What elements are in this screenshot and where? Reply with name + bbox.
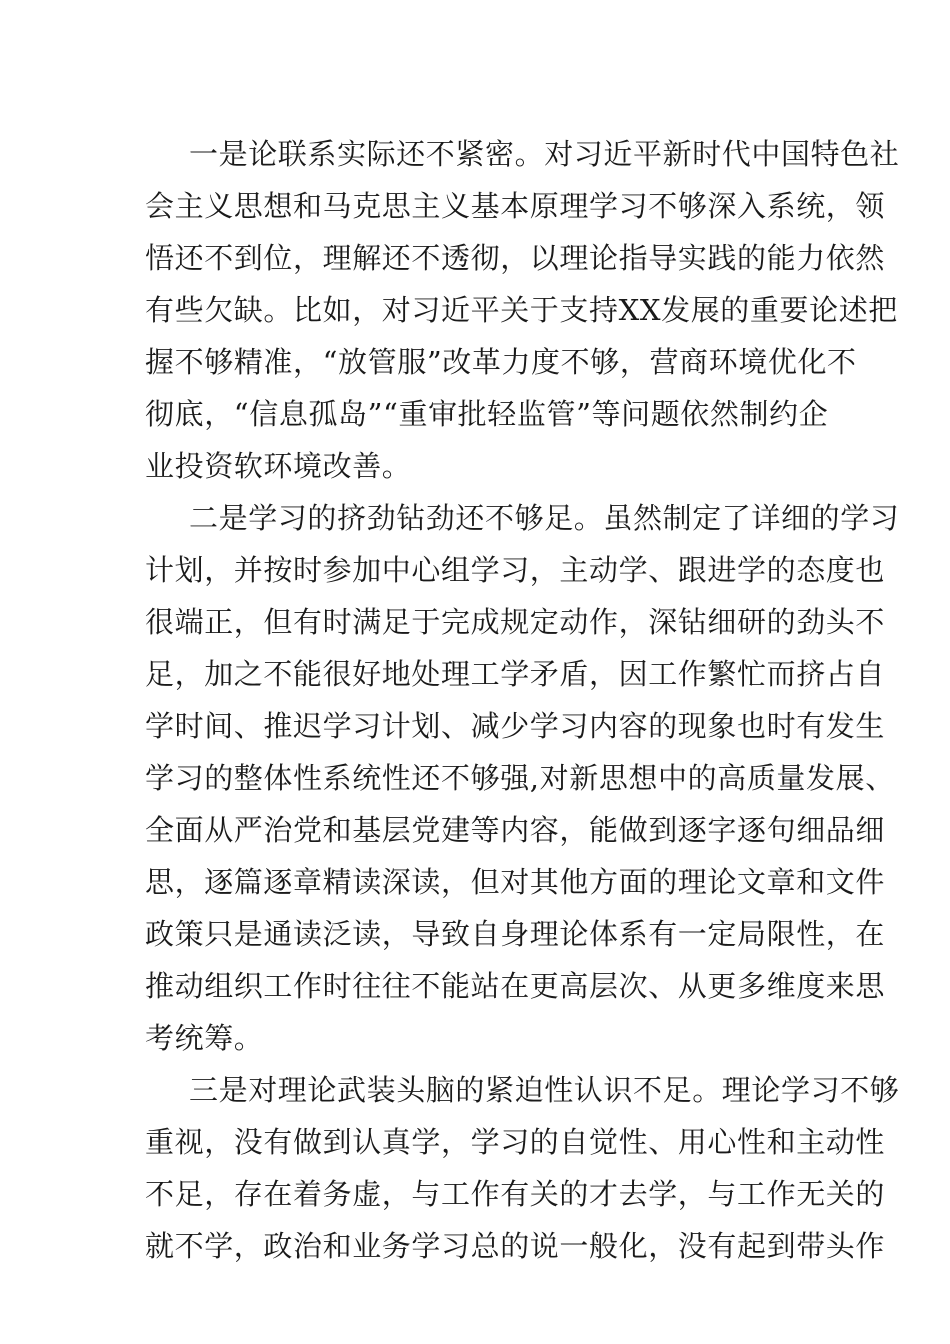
text-line: 政策只是通读泛读，导致自身理论体系有一定局限性，在 [145,917,886,951]
text-line: 会主义思想和马克思主义基本原理学习不够深入系统，领 [145,189,886,223]
text-line: 学习的整体性系统性还不够强,对新思想中的高质量发展、 [145,761,895,795]
text-line: 很端正，但有时满足于完成规定动作，深钻细研的劲头不 [145,605,886,639]
text-line: 就不学，政治和业务学习总的说一般化，没有起到带头作 [145,1229,886,1263]
text-line: 三是对理论武装头脑的紧迫性认识不足。理论学习不够 [189,1073,900,1107]
paragraph-1 [145,128,900,492]
text-line: 二是学习的挤劲钻劲还不够足。虽然制定了详细的学习 [189,501,900,535]
text-line: 重视，没有做到认真学，学习的自觉性、用心性和主动性 [145,1125,886,1159]
text-line: 彻底，“信息孤岛”“重审批轻监管”等问题依然制约企 [145,397,829,431]
text-line: 不足，存在着务虚，与工作有关的才去学，与工作无关的 [145,1177,886,1211]
text-line: 推动组织工作时往往不能站在更高层次、从更多维度来思 [145,969,886,1003]
text-line: 学时间、推迟学习计划、减少学习内容的现象也时有发生 [145,709,886,743]
text-line: 全面从严治党和基层党建等内容，能做到逐字逐句细品细 [145,813,886,847]
text-line: 业投资软环境改善。 [145,449,412,483]
paragraph-2 [145,492,900,1064]
paragraph-3 [145,1064,900,1272]
text-line: 足，加之不能很好地处理工学矛盾，因工作繁忙而挤占自 [145,657,886,691]
text-line: 悟还不到位，理解还不透彻，以理论指导实践的能力依然 [145,241,886,275]
text-line: 握不够精准，“放管服”改革力度不够，营商环境优化不 [145,345,857,379]
text-line: 考统筹。 [145,1021,264,1055]
text-line: 计划，并按时参加中心组学习，主动学、跟进学的态度也 [145,553,886,587]
text-line: 有些欠缺。比如，对习近平关于支持XX发展的重要论述把 [145,293,898,327]
text-line: 思，逐篇逐章精读深读，但对其他方面的理论文章和文件 [145,865,886,899]
text-line: 一是论联系实际还不紧密。对习近平新时代中国特色社 [189,137,900,171]
document-body [145,128,900,1272]
